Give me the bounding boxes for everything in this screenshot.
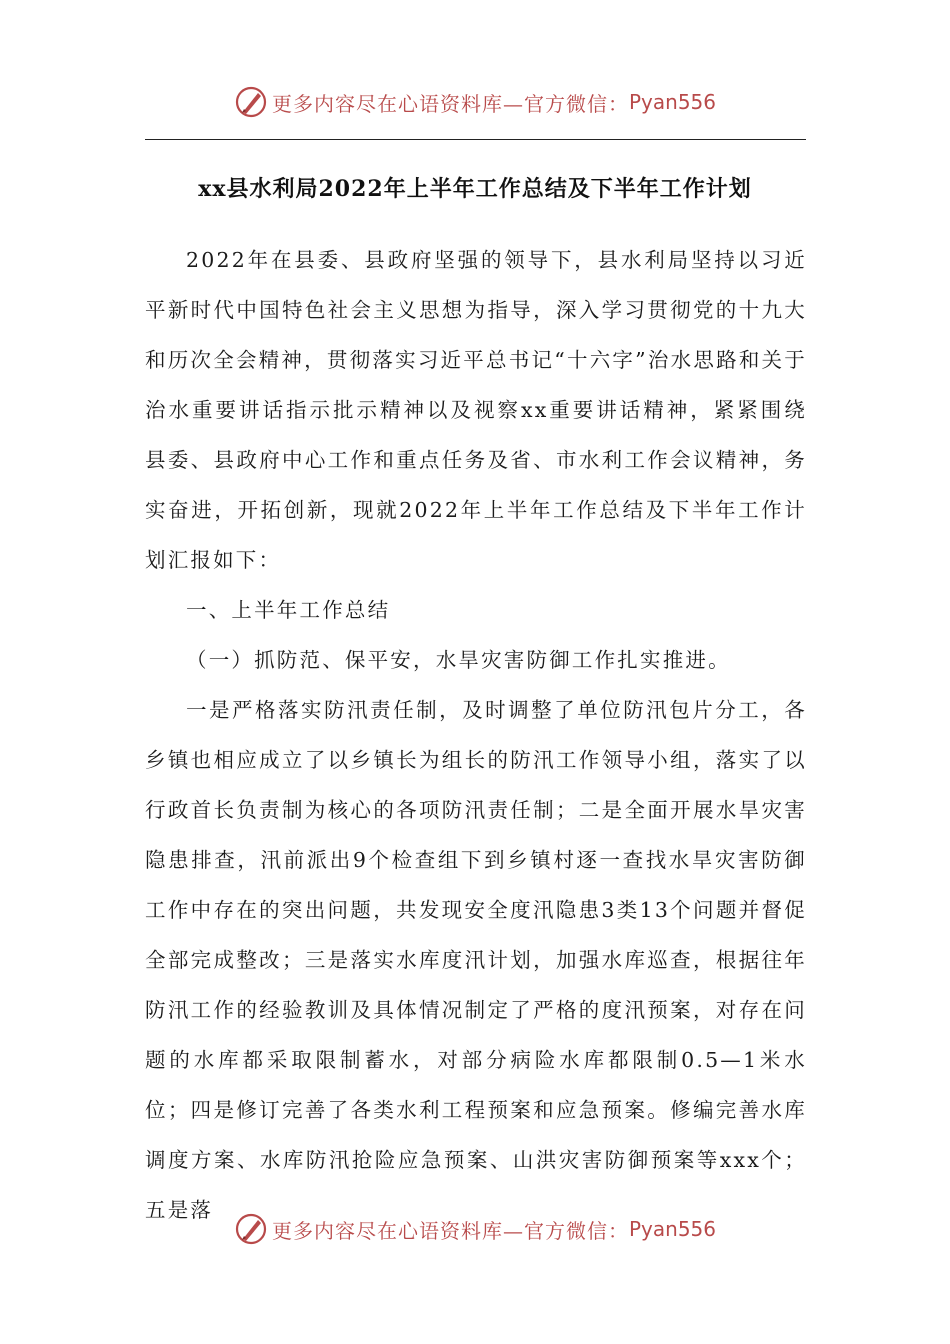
document-title: xx县水利局2022年上半年工作总结及下半年工作计划 [198, 176, 752, 202]
header-divider [145, 139, 806, 140]
intro-paragraph: 2022年在县委、县政府坚强的领导下，县水利局坚持以习近平新时代中国特色社会主义思想为指导，深入学习贯彻党的十九大和历次全会精神，贯彻落实习近平总书记“十六字”治水思路和关于治水重要讲话指示批示精神以及视察xx重要讲话精神，紧紧围绕县委、县政府中心工作和重点任务及省、市水利工作会议精神，务实奋进，开拓创新，现就2022年上半年工作总结及下半年工作计划汇报如下： [145, 248, 807, 572]
body-paragraph: 一是严格落实防汛责任制，及时调整了单位防汛包片分工，各乡镇也相应成立了以乡镇长为组长的防汛工作领导小组，落实了以行政首长负责制为核心的各项防汛责任制；二是全面开展水旱灾害隐患排查，汛前派出9个检查组下到乡镇村逐一查找水旱灾害防御工作中存在的突出问题，共发现安全度汛隐患3类13个问题并督促全部完成整改；三是落实水库度汛计划，加强水库巡查，根据往年防汛工作的经验教训及具体情况制定了严格的度汛预案，对存在问题的水库都采取限制蓄水，对部分病险水库都限制0.5—1米水位；四是修订完善了各类水利工程预案和应急预案。修编完善水库调度方案、水库防汛抢险应急预案、山洪灾害防御预案等xxx个；五是落 [145, 698, 807, 1222]
document-body [145, 235, 807, 1235]
footer-banner [0, 1209, 950, 1249]
pen-logo-icon [234, 85, 268, 119]
header-banner-text: 更多内容尽在心语资料库—官方微信： [271, 91, 629, 116]
subsection-heading: （一）抓防范、保平安，水旱灾害防御工作扎实推进。 [186, 648, 731, 672]
header-wechat-id: Pyan556 [628, 90, 716, 114]
pen-logo-icon [234, 1212, 268, 1246]
footer-banner-text: 更多内容尽在心语资料库—官方微信： [271, 1218, 629, 1243]
header-banner [0, 82, 950, 122]
section-heading: 一、上半年工作总结 [186, 598, 391, 622]
footer-wechat-id: Pyan556 [628, 1217, 716, 1241]
